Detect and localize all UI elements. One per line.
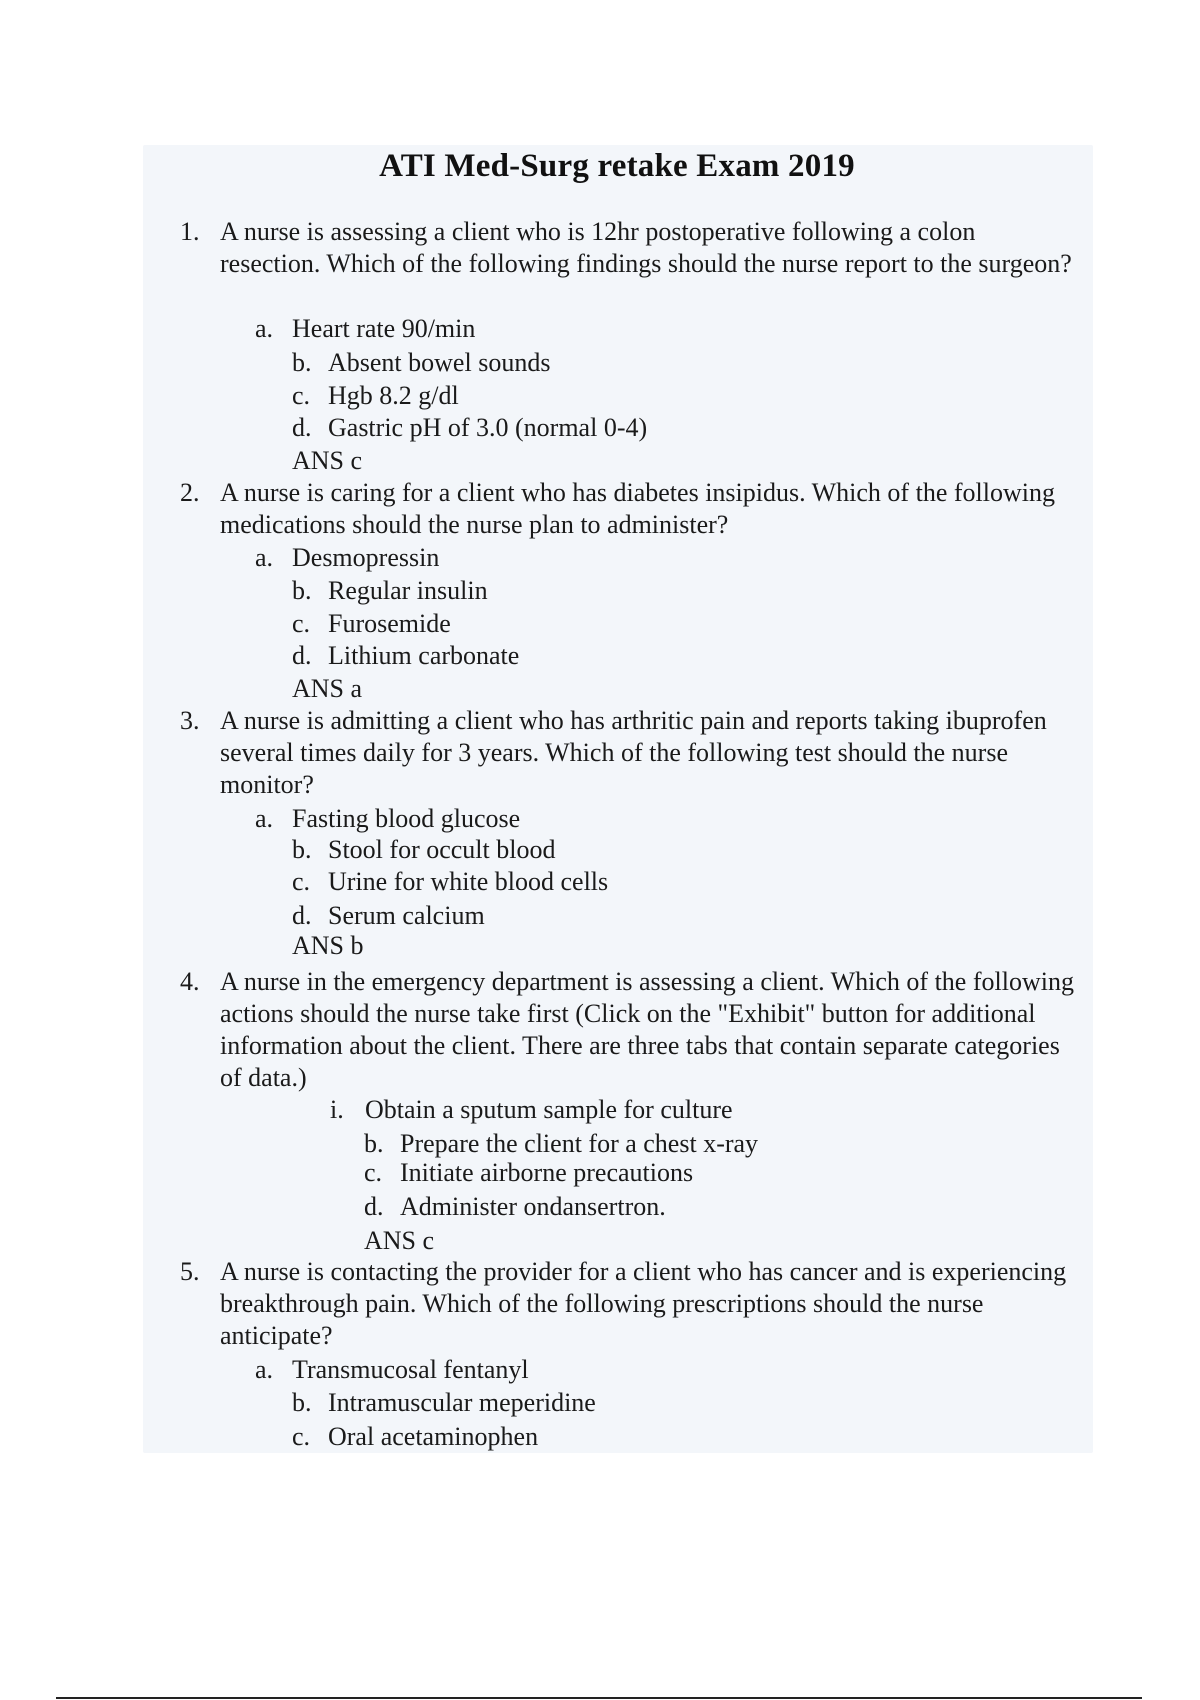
option-letter: c. bbox=[364, 1158, 383, 1187]
option-letter: b. bbox=[292, 835, 312, 864]
option-text: Intramuscular meperidine bbox=[328, 1388, 596, 1417]
question-stem: A nurse is admitting a client who has arthritic pain and reports taking ibuprofen several times daily for 3 years. Which of the following test should the nurse monitor? bbox=[220, 706, 1047, 799]
question-1 bbox=[180, 216, 1080, 280]
question-stem: A nurse in the emergency department is assessing a client. Which of the following actions should the nurse take first (Click on the "Exhibit" button for additional information about the client. There are three tabs that contain separate categories of data.) bbox=[220, 967, 1074, 1092]
option-letter: c. bbox=[292, 1422, 311, 1451]
option-letter: a. bbox=[255, 314, 274, 343]
answer-key: ANS a bbox=[292, 674, 363, 703]
option-item bbox=[292, 575, 488, 607]
option-text: Hgb 8.2 g/dl bbox=[328, 381, 459, 410]
option-text: Transmucosal fentanyl bbox=[292, 1355, 529, 1384]
option-letter: b. bbox=[292, 348, 312, 377]
option-text: Stool for occult blood bbox=[328, 835, 556, 864]
option-text: Heart rate 90/min bbox=[292, 314, 476, 343]
question-number: 4. bbox=[180, 967, 200, 996]
option-letter: c. bbox=[292, 609, 311, 638]
option-letter: b. bbox=[364, 1129, 384, 1158]
option-letter: b. bbox=[292, 1388, 312, 1417]
option-item bbox=[292, 347, 550, 379]
option-text: Serum calcium bbox=[328, 901, 485, 930]
option-letter: d. bbox=[292, 901, 312, 930]
question-2 bbox=[180, 477, 1080, 541]
option-letter: a. bbox=[255, 543, 274, 572]
question-3 bbox=[180, 705, 1080, 801]
option-item bbox=[364, 1191, 666, 1223]
option-item bbox=[292, 1421, 538, 1453]
option-letter: d. bbox=[292, 641, 312, 670]
option-text: Gastric pH of 3.0 (normal 0-4) bbox=[328, 413, 648, 442]
question-stem: A nurse is caring for a client who has diabetes insipidus. Which of the following medications should the nurse plan to administer? bbox=[220, 478, 1055, 539]
option-item bbox=[292, 1387, 596, 1419]
option-letter: c. bbox=[292, 867, 311, 896]
question-4 bbox=[180, 966, 1080, 1094]
question-number: 2. bbox=[180, 478, 200, 507]
option-text: Initiate airborne precautions bbox=[400, 1158, 694, 1187]
option-letter: c. bbox=[292, 381, 311, 410]
option-letter: i. bbox=[330, 1095, 344, 1124]
option-text: Prepare the client for a chest x-ray bbox=[400, 1129, 759, 1158]
option-letter: a. bbox=[255, 1355, 274, 1384]
option-text: Desmopressin bbox=[292, 543, 440, 572]
option-text: Regular insulin bbox=[328, 576, 488, 605]
option-letter: d. bbox=[292, 413, 312, 442]
option-item bbox=[255, 542, 439, 574]
question-number: 1. bbox=[180, 217, 200, 246]
answer-key: ANS c bbox=[292, 446, 363, 475]
option-item bbox=[292, 412, 647, 444]
document-title: ATI Med-Surg retake Exam 2019 bbox=[379, 148, 855, 184]
question-number: 3. bbox=[180, 706, 200, 735]
option-item bbox=[292, 834, 555, 866]
answer-key: ANS b bbox=[292, 931, 364, 960]
option-item bbox=[364, 1157, 693, 1189]
option-item bbox=[364, 1128, 758, 1160]
option-item bbox=[292, 866, 608, 898]
option-letter: a. bbox=[255, 804, 274, 833]
option-text: Absent bowel sounds bbox=[328, 348, 551, 377]
option-text: Urine for white blood cells bbox=[328, 867, 609, 896]
answer-key: ANS c bbox=[364, 1226, 435, 1255]
option-item bbox=[255, 1354, 529, 1386]
option-text: Lithium carbonate bbox=[328, 641, 520, 670]
question-stem: A nurse is contacting the provider for a client who has cancer and is experiencing breakthrough pain. Which of the following prescriptions should the nurse anticipate? bbox=[220, 1257, 1067, 1350]
option-letter: d. bbox=[364, 1192, 384, 1221]
option-text: Fasting blood glucose bbox=[292, 804, 521, 833]
option-text: Obtain a sputum sample for culture bbox=[365, 1095, 733, 1124]
option-text: Furosemide bbox=[328, 609, 451, 638]
page-bottom-rule bbox=[56, 1697, 1142, 1699]
question-5 bbox=[180, 1256, 1080, 1352]
option-item bbox=[292, 900, 485, 932]
option-item bbox=[292, 608, 451, 640]
option-item bbox=[255, 313, 475, 345]
option-item bbox=[330, 1094, 733, 1126]
question-stem: A nurse is assessing a client who is 12hr postoperative following a colon resection. Which of the following findings should the nurse report to the surgeon? bbox=[220, 217, 1072, 278]
option-letter: b. bbox=[292, 576, 312, 605]
question-number: 5. bbox=[180, 1257, 200, 1286]
option-item bbox=[292, 640, 519, 672]
option-text: Administer ondansertron. bbox=[400, 1192, 666, 1221]
option-item bbox=[255, 803, 520, 835]
option-item bbox=[292, 380, 459, 412]
option-text: Oral acetaminophen bbox=[328, 1422, 539, 1451]
